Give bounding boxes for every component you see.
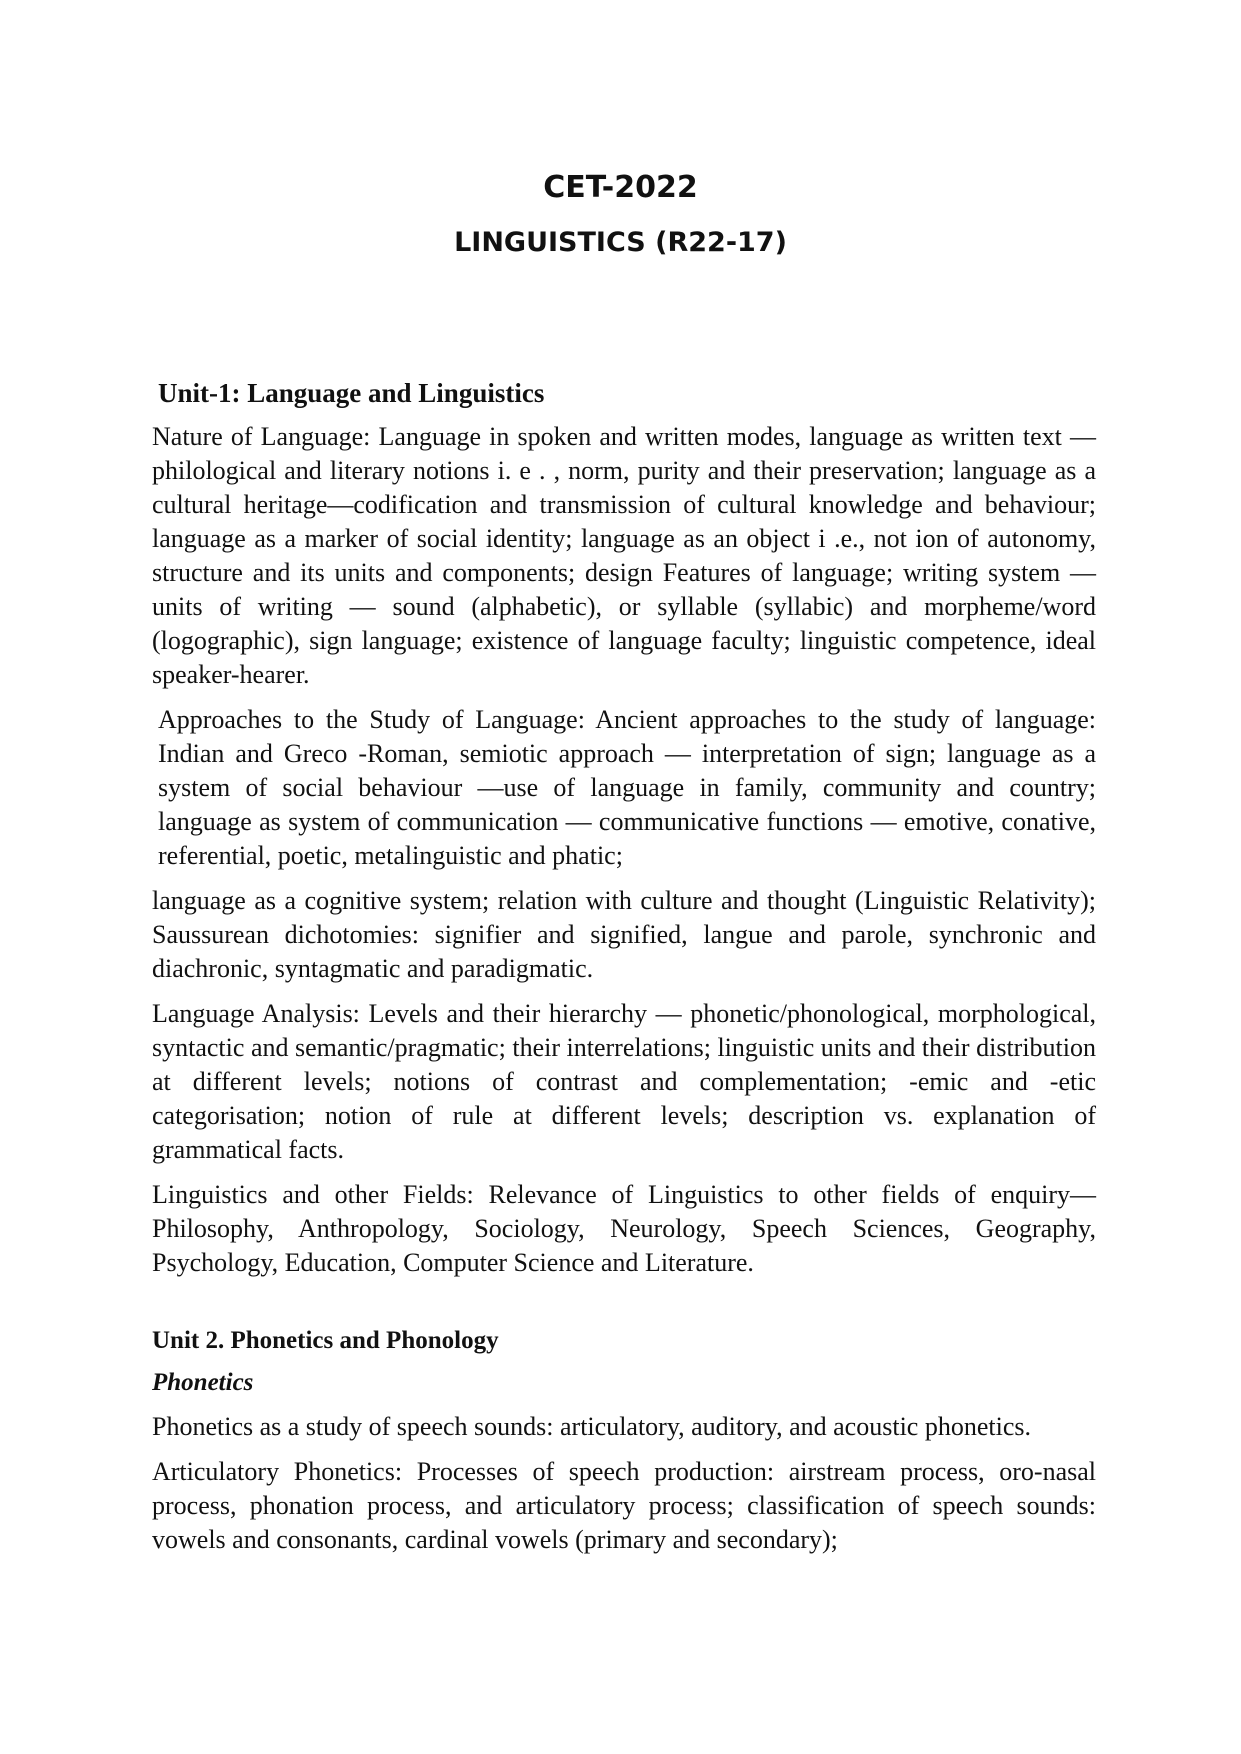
paragraph-other-fields: Linguistics and other Fields: Relevance of Linguistics to other fields of enquiry—Philosophy, Anthropology, Sociology, Neurology, Speech Sciences, Geography, Psychology, Education, Computer Science and Literature.: [152, 1180, 1096, 1277]
unit-1-section: [152, 376, 1096, 1280]
page-subtitle: LINGUISTICS (R22-17): [454, 227, 787, 258]
paragraph-articulatory-phonetics: Articulatory Phonetics: Processes of speech production: airstream process, oro-nasal process, phonation process, and articulatory process; classification of speech sounds: vowels and consonants, cardinal vowels (primary and secondary);: [152, 1457, 1096, 1554]
paragraph-approaches: Approaches to the Study of Language: Ancient approaches to the study of language: Indian and Greco -Roman, semiotic approach — interpretation of sign; language as a system of social behaviour —use of language in family, community and country; language as system of communication — communicative functions — emotive, conative, referential, poetic, metalinguistic and phatic;: [158, 705, 1096, 870]
unit-2-section: [152, 1324, 1096, 1557]
unit-2-heading: Unit 2. Phonetics and Phonology: [152, 1327, 499, 1354]
document-body: [152, 376, 1096, 1568]
unit-1-heading: Unit-1: Language and Linguistics: [158, 378, 545, 408]
paragraph-nature-of-language: Nature of Language: Language in spoken and written modes, language as written text — philological and literary notions i. e . , norm, purity and their preservation; language as a cultural heritage—codification and transmission of cultural knowledge and behaviour; language as a marker of social identity; language as an object i .e., not ion of autonomy, structure and its units and components; design Features of language; writing system — units of writing — sound (alphabetic), or syllable (syllabic) and morpheme/word (logographic), sign language; existence of language faculty; linguistic competence, ideal speaker-hearer.: [152, 422, 1096, 689]
paragraph-language-analysis: Language Analysis: Levels and their hierarchy — phonetic/phonological, morphological, syntactic and semantic/pragmatic; their interrelations; linguistic units and their distribution at different levels; notions of contrast and complementation; -emic and -etic categorisation; notion of rule at different levels; description vs. explanation of grammatical facts.: [152, 999, 1096, 1164]
page-title: CET-2022: [543, 170, 698, 205]
paragraph-cognitive-system: language as a cognitive system; relation with culture and thought (Linguistic Relativity); Saussurean dichotomies: signifier and signified, langue and parole, synchronic and diachronic, syntagmatic and paradigmatic.: [152, 886, 1096, 983]
phonetics-subheading: Phonetics: [152, 1369, 254, 1396]
paragraph-phonetics-study: Phonetics as a study of speech sounds: articulatory, auditory, and acoustic phonetics.: [152, 1412, 1031, 1441]
